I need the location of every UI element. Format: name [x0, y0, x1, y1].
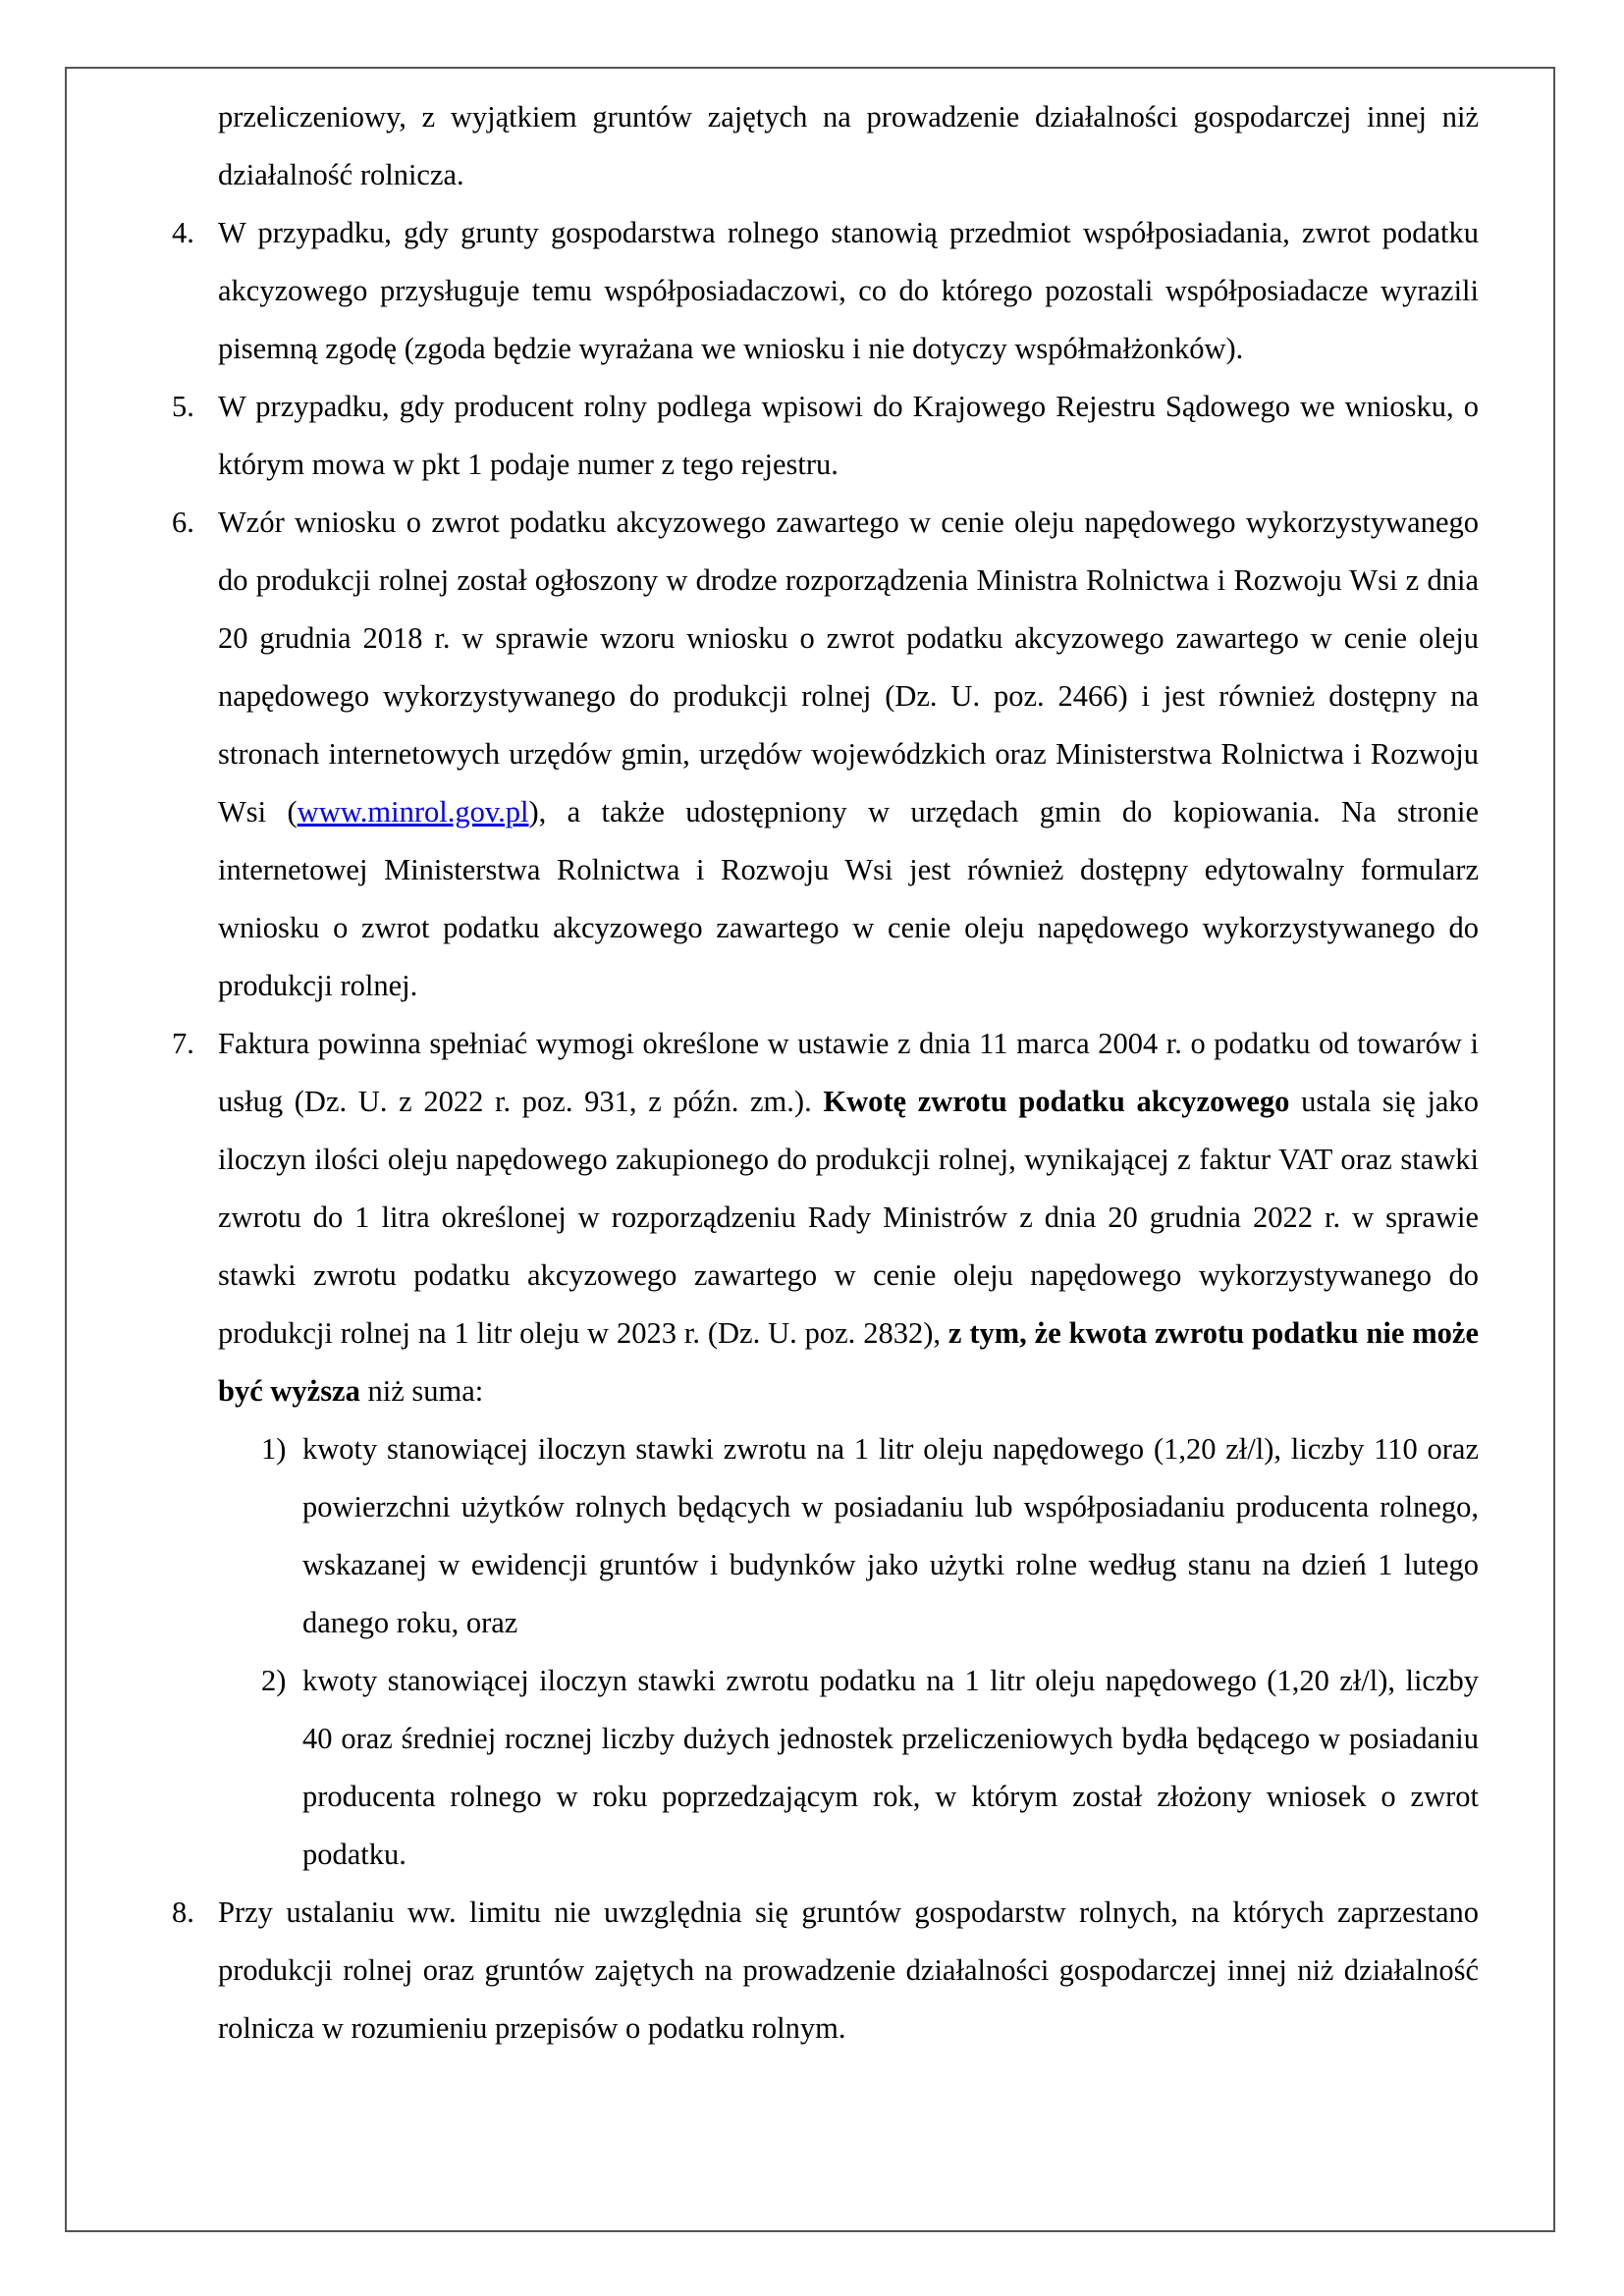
- item-number: 6.: [172, 506, 194, 539]
- minrol-link[interactable]: www.minrol.gov.pl: [297, 795, 529, 828]
- item-text-part: niż suma:: [359, 1374, 484, 1408]
- bold-phrase: Kwotę zwrotu podatku akcyzowego: [823, 1085, 1290, 1118]
- item-number: 8.: [172, 1896, 194, 1929]
- list-item-4: [172, 204, 1479, 378]
- list-item-7: [172, 1015, 1480, 1884]
- item-text-part: ustala się jako iloczyn ilości oleju napędowego zakupionego do produkcji rolnej, wynikającej z faktur VAT oraz stawki zwrotu do 1 litra określonej w rozporządzeniu Rady Ministrów z dnia 20 grudnia 2022 r. w sprawie stawki zwrotu podatku akcyzowego zawartego w cenie oleju napędowego wykorzystywanego do produkcji rolnej na 1 litr oleju w 2023 r. (Dz. U. poz. 2832),: [218, 1085, 1479, 1350]
- continuation-paragraph: przeliczeniowy, z wyjątkiem gruntów zajętych na prowadzenie działalności gospodarczej innej niż działalność rolnicza.: [218, 100, 1479, 191]
- list-item-6: [172, 494, 1479, 1015]
- sub-item-number: 1): [261, 1432, 287, 1466]
- list-item-5: [172, 378, 1479, 494]
- item-text-part: Faktura powinna spełniać wymogi określone w ustawie z dnia 11 marca 2004 r. o podatku od towarów i usług (Dz. U. z 2022 r. poz. 931, z późn. zm.).: [218, 1027, 1479, 1118]
- item-number: 5.: [172, 390, 194, 423]
- sub-item-1: [261, 1420, 1479, 1652]
- item-text-part: Wzór wniosku o zwrot podatku akcyzowego zawartego w cenie oleju napędowego wykorzystywanego do produkcji rolnej został ogłoszony w drodze rozporządzenia Ministra Rolnictwa i Rozwoju Wsi z dnia 20 grudnia 2018 r. w sprawie wzoru wniosku o zwrot podatku akcyzowego zawartego w cenie oleju napędowego wykorzystywanego do produkcji rolnej (Dz. U. poz. 2466) i jest również dostępny na stronach internetowych urzędów gmin, urzędów wojewódzkich oraz Ministerstwa Rolnictwa i Rozwoju Wsi (: [218, 506, 1479, 828]
- sub-item-text: kwoty stanowiącej iloczyn stawki zwrotu na 1 litr oleju napędowego (1,20 zł/l), liczby 110 oraz powierzchni użytków rolnych będących w posiadaniu lub współposiadaniu producenta rolnego, wskazanej w ewidencji gruntów i budynków jako użytki rolne według stanu na dzień 1 lutego danego roku, oraz: [302, 1432, 1479, 1639]
- item-text: Przy ustalaniu ww. limitu nie uwzględnia się gruntów gospodarstw rolnych, na których zaprzestano produkcji rolnej oraz gruntów zajętych na prowadzenie działalności gospodarczej innej niż działalność rolnicza w rozumieniu przepisów o podatku rolnym.: [218, 1896, 1479, 2045]
- item-text: W przypadku, gdy producent rolny podlega wpisowi do Krajowego Rejestru Sądowego we wniosku, o którym mowa w pkt 1 podaje numer z tego rejestru.: [218, 390, 1479, 481]
- item-text: W przypadku, gdy grunty gospodarstwa rolnego stanowią przedmiot współposiadania, zwrot podatku akcyzowego przysługuje temu współposiadaczowi, co do którego pozostali współposiadacze wyrazili pisemną zgodę (zgoda będzie wyrażana we wniosku i nie dotyczy współmałżonków).: [218, 216, 1479, 365]
- item-number: 7.: [172, 1027, 194, 1060]
- sub-item-2: [261, 1652, 1479, 1884]
- sub-item-number: 2): [261, 1664, 287, 1697]
- list-item-8: [172, 1884, 1479, 2057]
- document-body: [172, 88, 1480, 2057]
- item-text-part: ), a także udostępniony w urzędach gmin do kopiowania. Na stronie internetowej Ministerstwa Rolnictwa i Rozwoju Wsi jest również dostępny edytowalny formularz wniosku o zwrot podatku akcyzowego zawartego w cenie oleju napędowego wykorzystywanego do produkcji rolnej.: [218, 795, 1479, 1002]
- item-number: 4.: [172, 216, 194, 249]
- sub-item-text: kwoty stanowiącej iloczyn stawki zwrotu podatku na 1 litr oleju napędowego (1,20 zł/l), liczby 40 oraz średniej rocznej liczby dużych jednostek przeliczeniowych bydła będącego w posiadaniu producenta rolnego w roku poprzedzającym rok, w którym został złożony wniosek o zwrot podatku.: [302, 1664, 1479, 1871]
- bold-phrase: z tym, że kwota zwrotu podatku nie może być wyższa: [218, 1316, 1480, 1408]
